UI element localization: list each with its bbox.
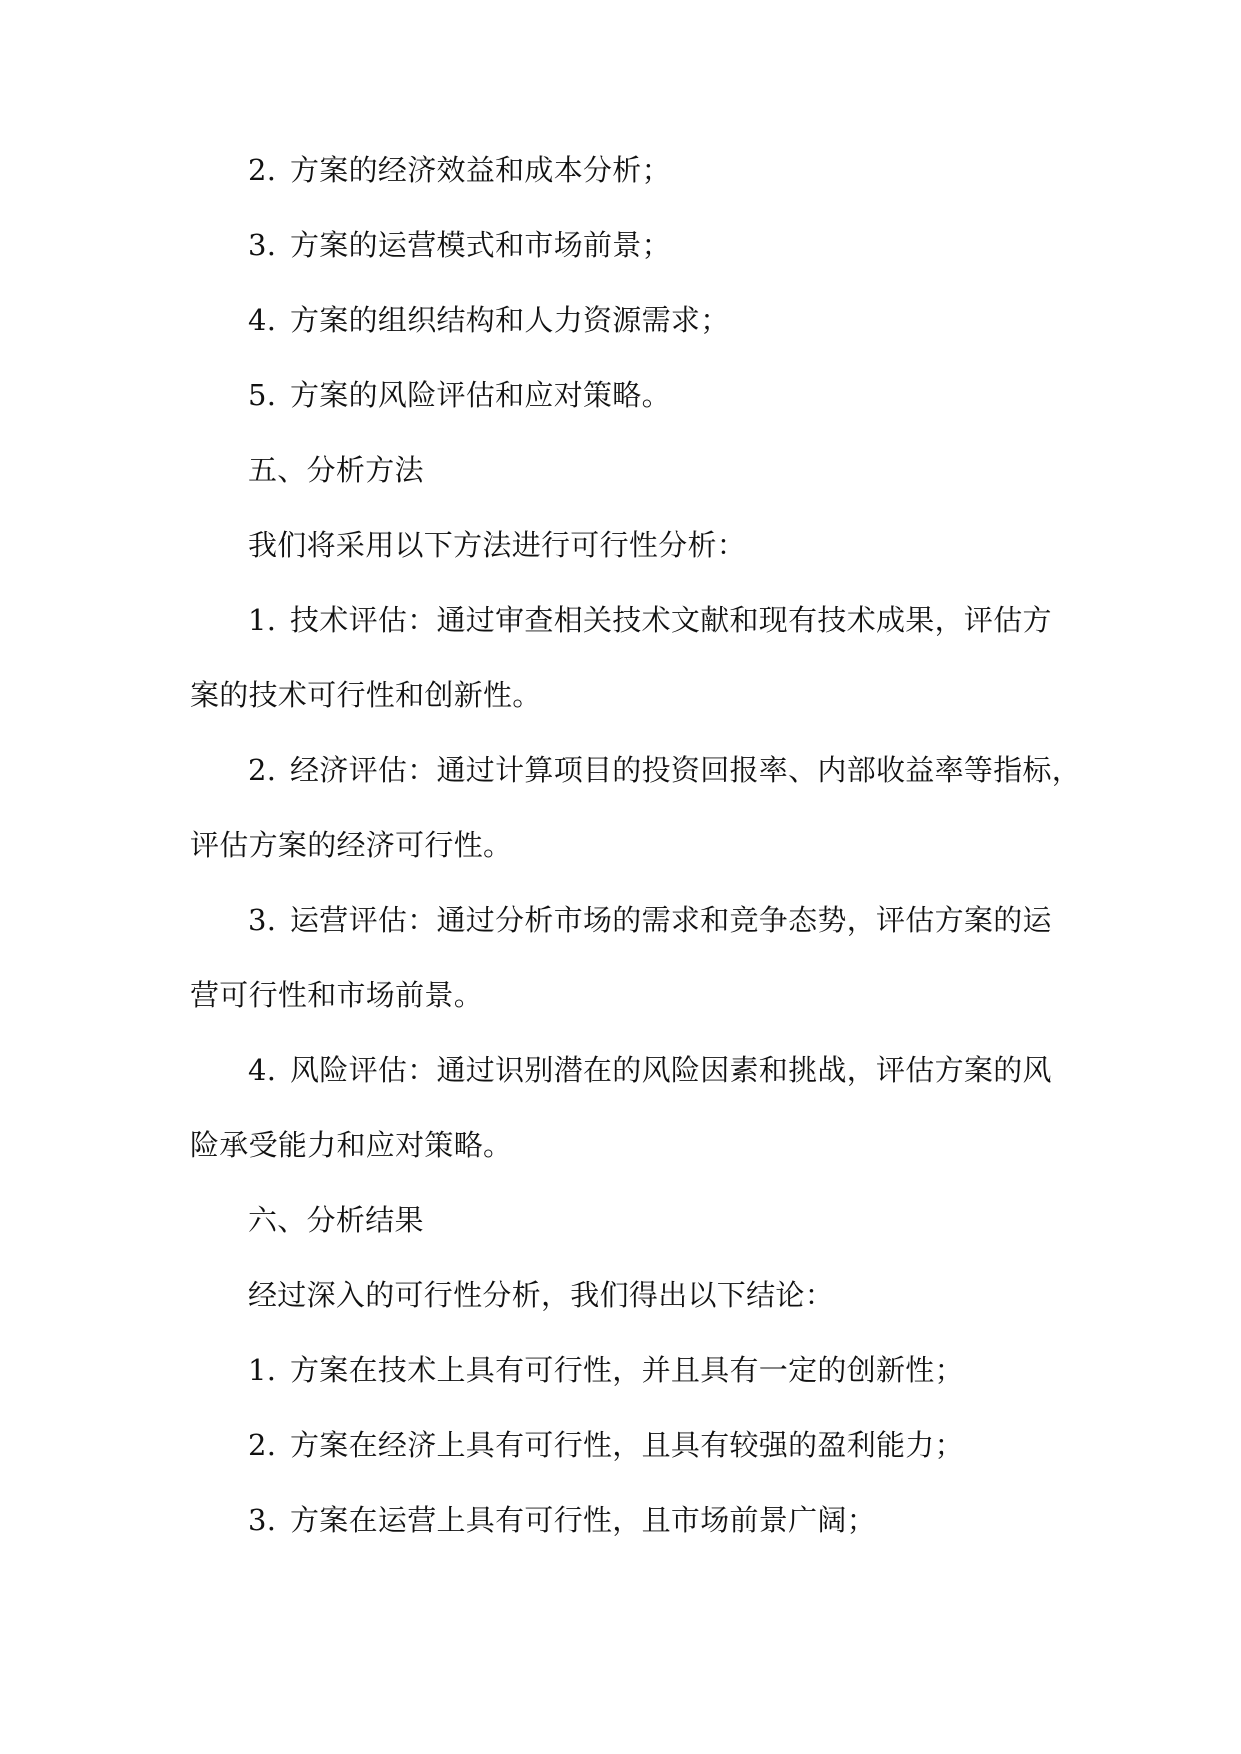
list-item: [248, 1500, 876, 1540]
list-text: 方案的组织结构和人力资源需求；: [290, 303, 730, 337]
list-number: 3.: [248, 903, 277, 937]
list-number: 2.: [248, 1428, 277, 1462]
list-text: 方案的运营模式和市场前景；: [290, 228, 671, 262]
list-number: 1.: [248, 603, 277, 637]
list-text: 风险评估：通过识别潜在的风险因素和挑战，评估方案的风: [290, 1053, 1052, 1087]
list-number: 4.: [248, 303, 277, 337]
list-number: 3.: [248, 1503, 277, 1537]
method-item-line: [248, 900, 1052, 940]
list-text: 方案的风险评估和应对策略。: [290, 378, 671, 412]
list-number: 4.: [248, 1053, 277, 1087]
list-text: 方案在经济上具有可行性，且具有较强的盈利能力；: [290, 1428, 964, 1462]
list-text: 经济评估：通过计算项目的投资回报率、内部收益率等指标，: [290, 753, 1082, 787]
method-item-line: [248, 750, 1081, 790]
method-item-line: [248, 600, 1052, 640]
list-text: 方案在运营上具有可行性，且市场前景广阔；: [290, 1503, 877, 1537]
list-item: [248, 225, 671, 265]
list-item: [248, 150, 671, 190]
list-number: 2.: [248, 153, 277, 187]
list-text: 运营评估：通过分析市场的需求和竞争态势，评估方案的运: [290, 903, 1052, 937]
method-item-continuation: 案的技术可行性和创新性。: [190, 678, 542, 712]
paragraph: 经过深入的可行性分析，我们得出以下结论：: [248, 1278, 835, 1312]
list-number: 3.: [248, 228, 277, 262]
list-item: [248, 375, 671, 415]
list-text: 技术评估：通过审查相关技术文献和现有技术成果，评估方: [290, 603, 1052, 637]
method-item-continuation: 评估方案的经济可行性。: [190, 828, 513, 862]
list-item: [248, 300, 730, 340]
section-heading: 六、分析结果: [248, 1203, 424, 1237]
list-item: [248, 1425, 964, 1465]
method-item-continuation: 营可行性和市场前景。: [190, 978, 484, 1012]
list-number: 2.: [248, 753, 277, 787]
list-number: 1.: [248, 1353, 277, 1387]
paragraph: 我们将采用以下方法进行可行性分析：: [248, 528, 747, 562]
method-item-line: [248, 1050, 1052, 1090]
list-item: [248, 1350, 964, 1390]
method-item-continuation: 险承受能力和应对策略。: [190, 1128, 513, 1162]
list-number: 5.: [248, 378, 277, 412]
section-heading: 五、分析方法: [248, 453, 424, 487]
list-text: 方案在技术上具有可行性，并且具有一定的创新性；: [290, 1353, 964, 1387]
list-text: 方案的经济效益和成本分析；: [290, 153, 671, 187]
